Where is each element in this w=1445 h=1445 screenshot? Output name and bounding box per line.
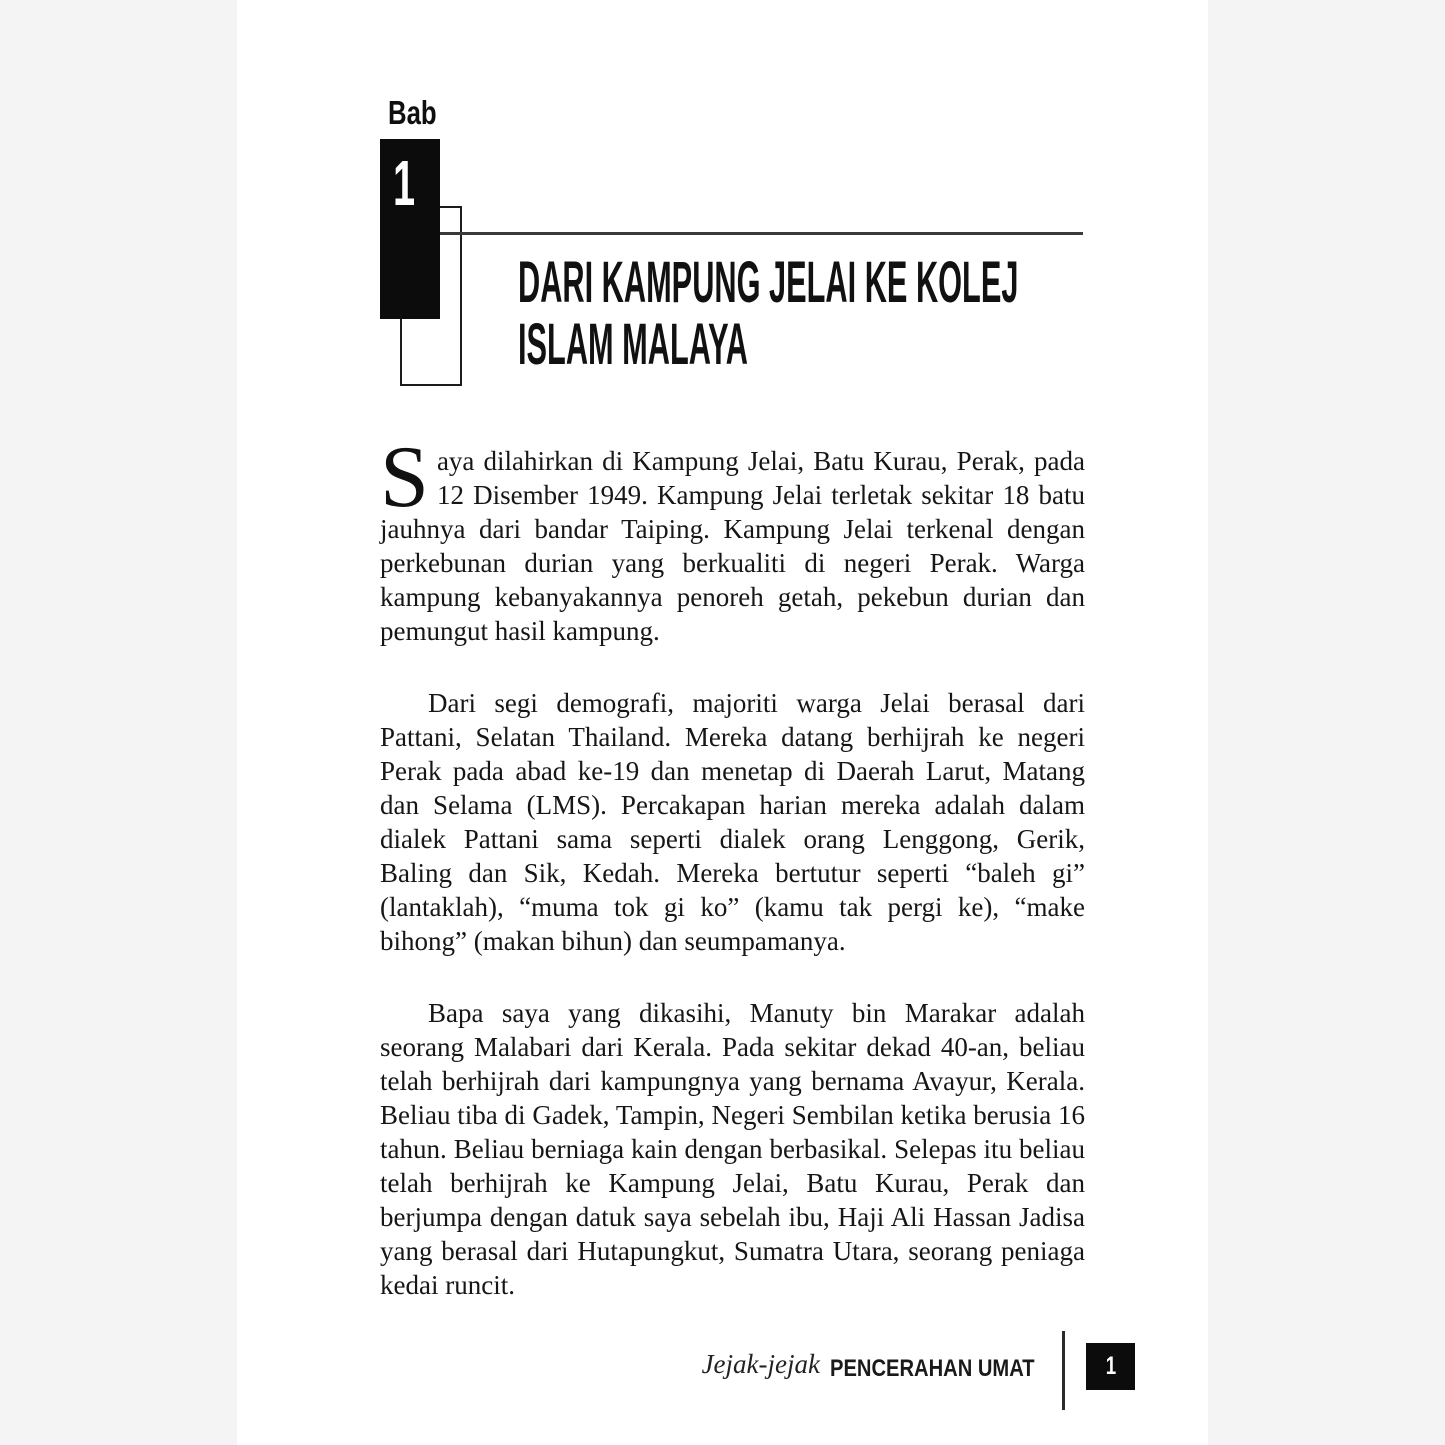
page-number-box	[1086, 1343, 1135, 1390]
footer-series-title: PENCERAHAN UMAT	[830, 1355, 1035, 1382]
page-number: 1	[1105, 1352, 1116, 1380]
chapter-rule	[438, 232, 1083, 235]
chapter-title-line1: DARI KAMPUNG JELAI KE KOLEJ	[518, 250, 1019, 315]
body-text	[380, 429, 1085, 1340]
footer-series-script: Jejak-jejak	[701, 1349, 820, 1379]
paragraph-3: Bapa saya yang dikasihi, Manuty bin Marakar adalah seorang Malabari dari Kerala. Pada sekitar dekad 40-an, beliau telah berhijrah dari kampungnya yang bernama Avayur, Kerala. Beliau tiba di Gadek, Tampin, Negeri Sembilan ketika berusia 16 tahun. Beliau berniaga kain dengan berbasikal. Selepas itu beliau telah berhijrah ke Kampung Jelai, Batu Kurau, Perak dan berjumpa dengan datuk saya sebelah ibu, Haji Ali Hassan Jadisa yang berasal dari Hutapungkut, Sumatra Utara, seorang peniaga kedai runcit.	[380, 998, 1085, 1300]
paragraph-1-text: aya dilahirkan di Kampung Jelai, Batu Kurau, Perak, pada 12 Disember 1949. Kampung Jelai terletak sekitar 18 batu jauhnya dari bandar Taiping. Kampung Jelai terkenal dengan perkebunan durian yang berkualiti di negeri Perak. Warga kampung kebanyakannya penoreh getah, pekebun durian dan pemungut hasil kampung.	[380, 446, 1085, 646]
paragraph-1	[380, 429, 1085, 648]
chapter-title	[518, 252, 1445, 376]
chapter-number: 1	[393, 147, 416, 219]
chapter-title-line2: ISLAM MALAYA	[518, 312, 749, 377]
chapter-label: Bab	[388, 94, 437, 131]
drop-cap: S	[380, 429, 429, 526]
chapter-number-box	[380, 139, 440, 319]
paragraph-2: Dari segi demografi, majoriti warga Jelai berasal dari Pattani, Selatan Thailand. Mereka datang berhijrah ke negeri Perak pada abad ke-19 dan menetap di Daerah Larut, Matang dan Selama (LMS). Percakapan harian mereka adalah dalam dialek Pattani sama seperti dialek orang Lenggong, Gerik, Baling dan Sik, Kedah. Mereka bertutur seperti “baleh gi” (lantaklah), “muma tok gi ko” (kamu tak pergi ke), “make bihong” (makan bihun) dan seumpamanya.	[380, 688, 1085, 956]
footer-divider	[1062, 1331, 1065, 1410]
book-page	[237, 0, 1208, 1445]
